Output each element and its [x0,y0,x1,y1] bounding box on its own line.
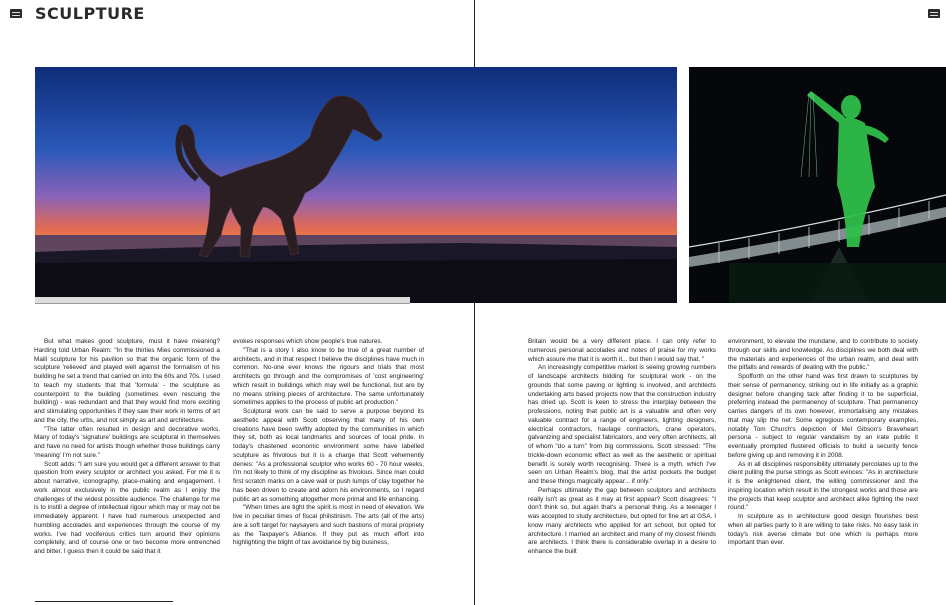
paragraph: Spofforth on the other hand was first drawn to sculptures by their sense of permanency, striking out in life initially as a graphic designer before changing tack after finding it to be superficial, preferring instead the permanency of sculpture. That permanency carries dangers of its own however, immortalising any mistakes that may slip the net. Some egregious contemporary examples, notably Tom Church's depiction of Mel Gibson's Braveheart persona - subject to regular vandalism by an irate public it eventually prompted flustered officials to build a security fence before giving up and removing it in 2008. [728,373,918,459]
footer-rule [35,601,173,602]
paragraph: An increasingly competitive market is seeing growing numbers of landscape architects bidding for sculptural work - on the grounds that some paving or lighting is involved, and architects undertaking arts based projects now that the construction industry has dried up. Scott is keen to stress the interplay between the professions, noting that public art is a valuable and often very valuable contract for a range of engineers, lighting designers, electrical contractors, haulage contractors, crane operators, galvanizing and specialist fabricators, and very often architects, all of whom "do a turn" from big commissions. Scott stressed: "The trickle-down economic effect as well as the aesthetic or spiritual benefit is surely worth recognising. There is a myth, which I've seen on Urban Realm's blog, that the artist pockets the budget and these things magically appear... if only." [528,364,716,485]
article-column-4 [728,338,918,548]
right-header-mark [928,9,940,18]
article-column-1 [34,338,220,557]
paragraph: Scott adds: "I am sure you would get a different answer to that question from every sculptor or architect you asked. For me it is about narrative, iconography, place-making and engagement. I work almost exclusively in the public realm as I enjoy the challenges of the widest possible audience. The challenge for me is to instill a degree of intellectual rigour which may or may not be immediately apparent. I have had numerous unexpected and humbling accolades and experiences through the course of my works. I've had vociferous critics turn around their opinions completely, and of course one or two become more entrenched and bitter. I guess then it could be said that it [34,460,220,555]
paragraph: Sculptural work can be said to serve a purpose beyond its aesthetic appeal with Scott observing that many of his own creations have been swiftly adopted by the communities in which they sit, both as local landmarks and sources of local pride. In today's chastened economic environment some have labelled sculpture as frivolous but it is a charge that Scott vehemently denies: "As a professional sculptor who works 60 - 70 hour weeks, I'm not likely to think of my discipline as frivolous. Since man could first scratch marks on a cave wall or push lumps of clay together he has been driven to create and adorn his environments, so I regard public art as something altogether more primal and life enhancing. [233,408,424,503]
article-column-3 [528,338,716,557]
paragraph: But what makes good sculpture, must it have meaning? Harding told Urban Realm: "In the thirties Mies commissioned a Maill sculpture for his pavilion so that the organic form of the sculpture 'relieved' and played well against the formalism of his building he set a trend that carried on into the 60s and 70s. I used to teach my students that that 'formula' - the sculpture as counterpoint to the building (sometimes even rescuing the building) - was redundant and that they would find more exciting and stimulating opportunities if they saw their work in terms of art and the city, the urbs, and not simply as art and architecture. [34,338,220,424]
paragraph: Perhaps ultimately the gap between sculptors and architects really isn't as great as it may at first appear? Scott disagrees: "I don't think so, but again that's a personal thing. As a teenager I was accepted to study architecture, but opted for fine art at GSA. I know many architects who applied for art school, but opted for architecture. I married an architect and many of my closest friends are architects. I think there is considerable overlap in a desire to enhance the built [528,486,716,555]
photo-caption-bar [35,297,410,304]
paragraph: "When times are tight the spirit is most in need of elevation. We live in peculiar times of fiscal philistinism. The arts (all of the arts) are a soft target for naysayers and such bastions of moral propriety as the Taxpayer's Alliance. If they put as much effort into highlighting the blight of tax avoidance by big business, [233,504,424,547]
paragraph: "That is a story I also know to be true of a great number of architects, and in that respect I believe the disciplines have much in common. No-one ever knows the rigours and trials that most architects go through and the compromises of 'cost engineering' which result in buildings which may well be functional, but are by no means striking pieces of architecture. The same unfortunately sometimes applies to the process of public art production." [233,346,424,407]
paragraph: Britain would be a very different place. I can only refer to numerous personal accolades and notes of praise for my works which assure me that it is worth it... but then I would say that. " [528,338,716,363]
paragraph: "The latter often resulted in design and decorative works. Many of today's 'signature' buildings are sculptural in themselves and have no need for artists though whether those buildings carry 'meaning' I'm not sure." [34,425,220,459]
paragraph: evokes responses which show people's true natures. [233,338,383,345]
paragraph: environment, to elevate the mundane, and to contribute to society through our skills and knowledge. As disciplines we both deal with the materials and experiences of the urban realm, and deal with the pitfalls and rewards of dealing with the public." [728,338,918,372]
paragraph: In sculpture as in architecture good design flourishes best when all parties party to it are willing to take risks. No easy task in today's risk averse climate but one which is perhaps more important than ever. [728,513,918,547]
figure-sculpture-photo [689,67,946,303]
section-title: SCULPTURE [35,4,145,23]
figure-photo-graphic [689,67,946,303]
article-column-2 [233,338,424,548]
horse-sculpture-photo [35,67,677,303]
left-header-mark [10,9,22,18]
horse-photo-graphic [35,67,677,303]
paragraph: As in all disciplines responsibility ultimately percolates up to the client pulling the purse strings as Scott evinces: "As in architecture it is the enlightened client, the willing commissioner and the inspiring location which result in the strongest works and those are the projects that keep sculptor and architect alike fighting the next round." [728,460,918,512]
